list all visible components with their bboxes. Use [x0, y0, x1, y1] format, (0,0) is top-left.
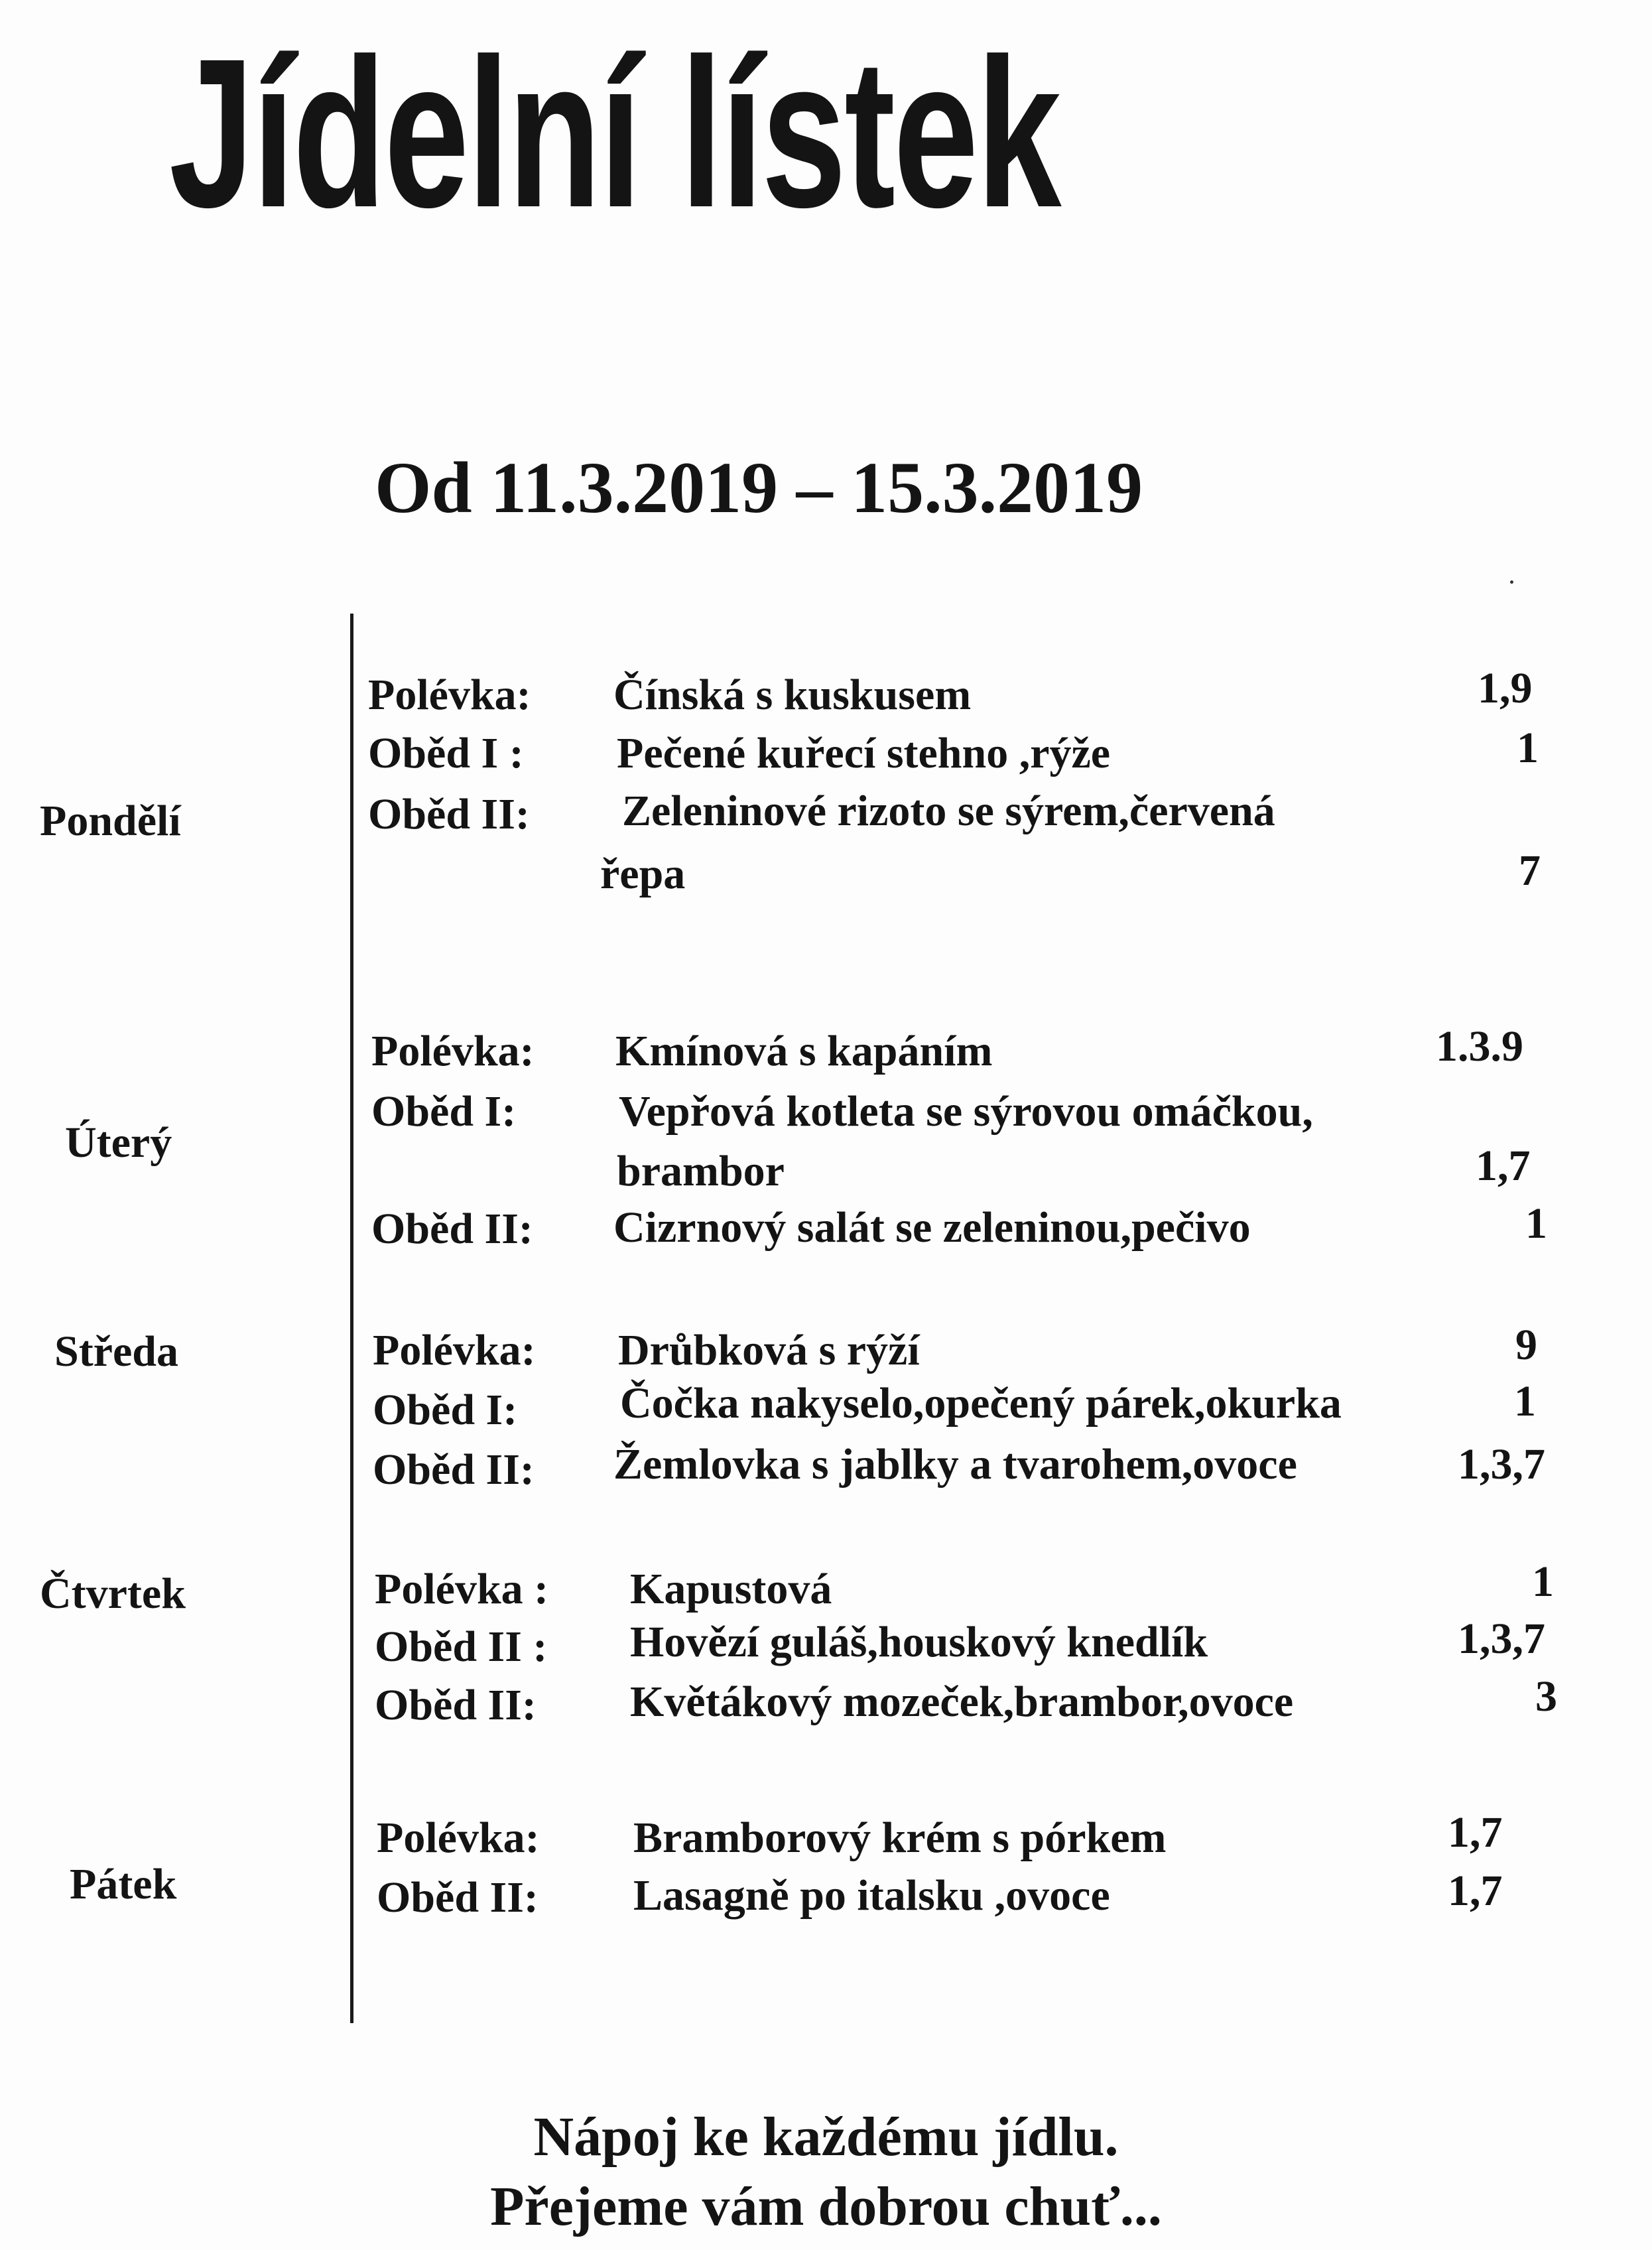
allergen-codes: 1,3,7: [1458, 1615, 1545, 1663]
allergen-codes: 1,7: [1448, 1808, 1503, 1857]
menu-dish: Čočka nakyselo,opečený párek,okurka: [620, 1379, 1342, 1427]
menu-category: Polévka:: [377, 1814, 540, 1862]
scan-speck: [1510, 580, 1513, 584]
menu-category: Oběd I :: [368, 729, 524, 777]
allergen-codes: 1: [1525, 1199, 1547, 1248]
menu-category: Oběd II:: [368, 790, 530, 838]
menu-category: Polévka:: [371, 1027, 535, 1075]
menu-dish: Vepřová kotleta se sýrovou omáčkou,: [619, 1087, 1313, 1136]
vertical-divider: [350, 614, 353, 2023]
day-label-ctvrtek: Čtvrtek: [40, 1569, 186, 1618]
day-label-streda: Středa: [54, 1327, 178, 1376]
menu-category: Polévka:: [373, 1326, 536, 1374]
menu-dish: Drůbková s rýží: [618, 1326, 920, 1374]
allergen-codes: 1.3.9: [1436, 1022, 1523, 1071]
allergen-codes: 1,7: [1476, 1142, 1531, 1190]
menu-dish: Cizrnový salát se zeleninou,pečivo: [613, 1203, 1251, 1252]
allergen-codes: 1,7: [1448, 1867, 1503, 1915]
menu-dish-continued: brambor: [617, 1147, 785, 1195]
menu-category: Oběd II:: [375, 1681, 537, 1729]
menu-dish: Kmínová s kapáním: [615, 1027, 993, 1075]
menu-dish: Kapustová: [630, 1565, 832, 1613]
menu-dish: Žemlovka s jablky a tvarohem,ovoce: [613, 1440, 1297, 1489]
menu-category: Oběd II:: [373, 1445, 535, 1494]
allergen-codes: 1,3,7: [1458, 1440, 1545, 1489]
menu-category: Polévka :: [375, 1565, 549, 1613]
menu-dish: Lasagně po italsku ,ovoce: [633, 1871, 1110, 1920]
menu-dish: Květákový mozeček,brambor,ovoce: [630, 1678, 1294, 1726]
allergen-codes: 3: [1535, 1672, 1557, 1721]
page-title: Jídelní lístek: [169, 14, 1060, 251]
menu-category: Oběd II :: [375, 1622, 548, 1671]
menu-category: Polévka:: [368, 671, 531, 719]
menu-category: Oběd I:: [373, 1386, 518, 1434]
date-range: Od 11.3.2019 – 15.3.2019: [375, 447, 1143, 528]
day-label-pondeli: Pondělí: [40, 797, 181, 845]
footer-greeting: Přejeme vám dobrou chuť...: [490, 2176, 1162, 2237]
menu-category: Oběd II:: [371, 1205, 533, 1253]
allergen-codes: 7: [1519, 846, 1541, 895]
allergen-codes: 1,9: [1478, 664, 1533, 712]
allergen-codes: 1: [1517, 724, 1539, 772]
day-label-patek: Pátek: [70, 1860, 177, 1908]
menu-category: Oběd I:: [371, 1087, 517, 1136]
menu-dish: Hovězí guláš,houskový knedlík: [630, 1618, 1208, 1666]
allergen-codes: 9: [1515, 1321, 1537, 1369]
menu-dish: Pečené kuřecí stehno ,rýže: [617, 729, 1111, 777]
footer-drink-note: Nápoj ke každému jídlu.: [533, 2106, 1119, 2168]
menu-dish: Zeleninové rizoto se sýrem,červená: [622, 787, 1275, 835]
allergen-codes: 1: [1514, 1377, 1536, 1425]
menu-dish-continued: řepa: [600, 850, 686, 898]
day-label-utery: Úterý: [65, 1118, 172, 1167]
menu-dish: Čínská s kuskusem: [613, 671, 972, 719]
allergen-codes: 1: [1532, 1557, 1554, 1606]
menu-dish: Bramborový krém s pórkem: [633, 1814, 1167, 1862]
menu-category: Oběd II:: [377, 1873, 539, 1922]
